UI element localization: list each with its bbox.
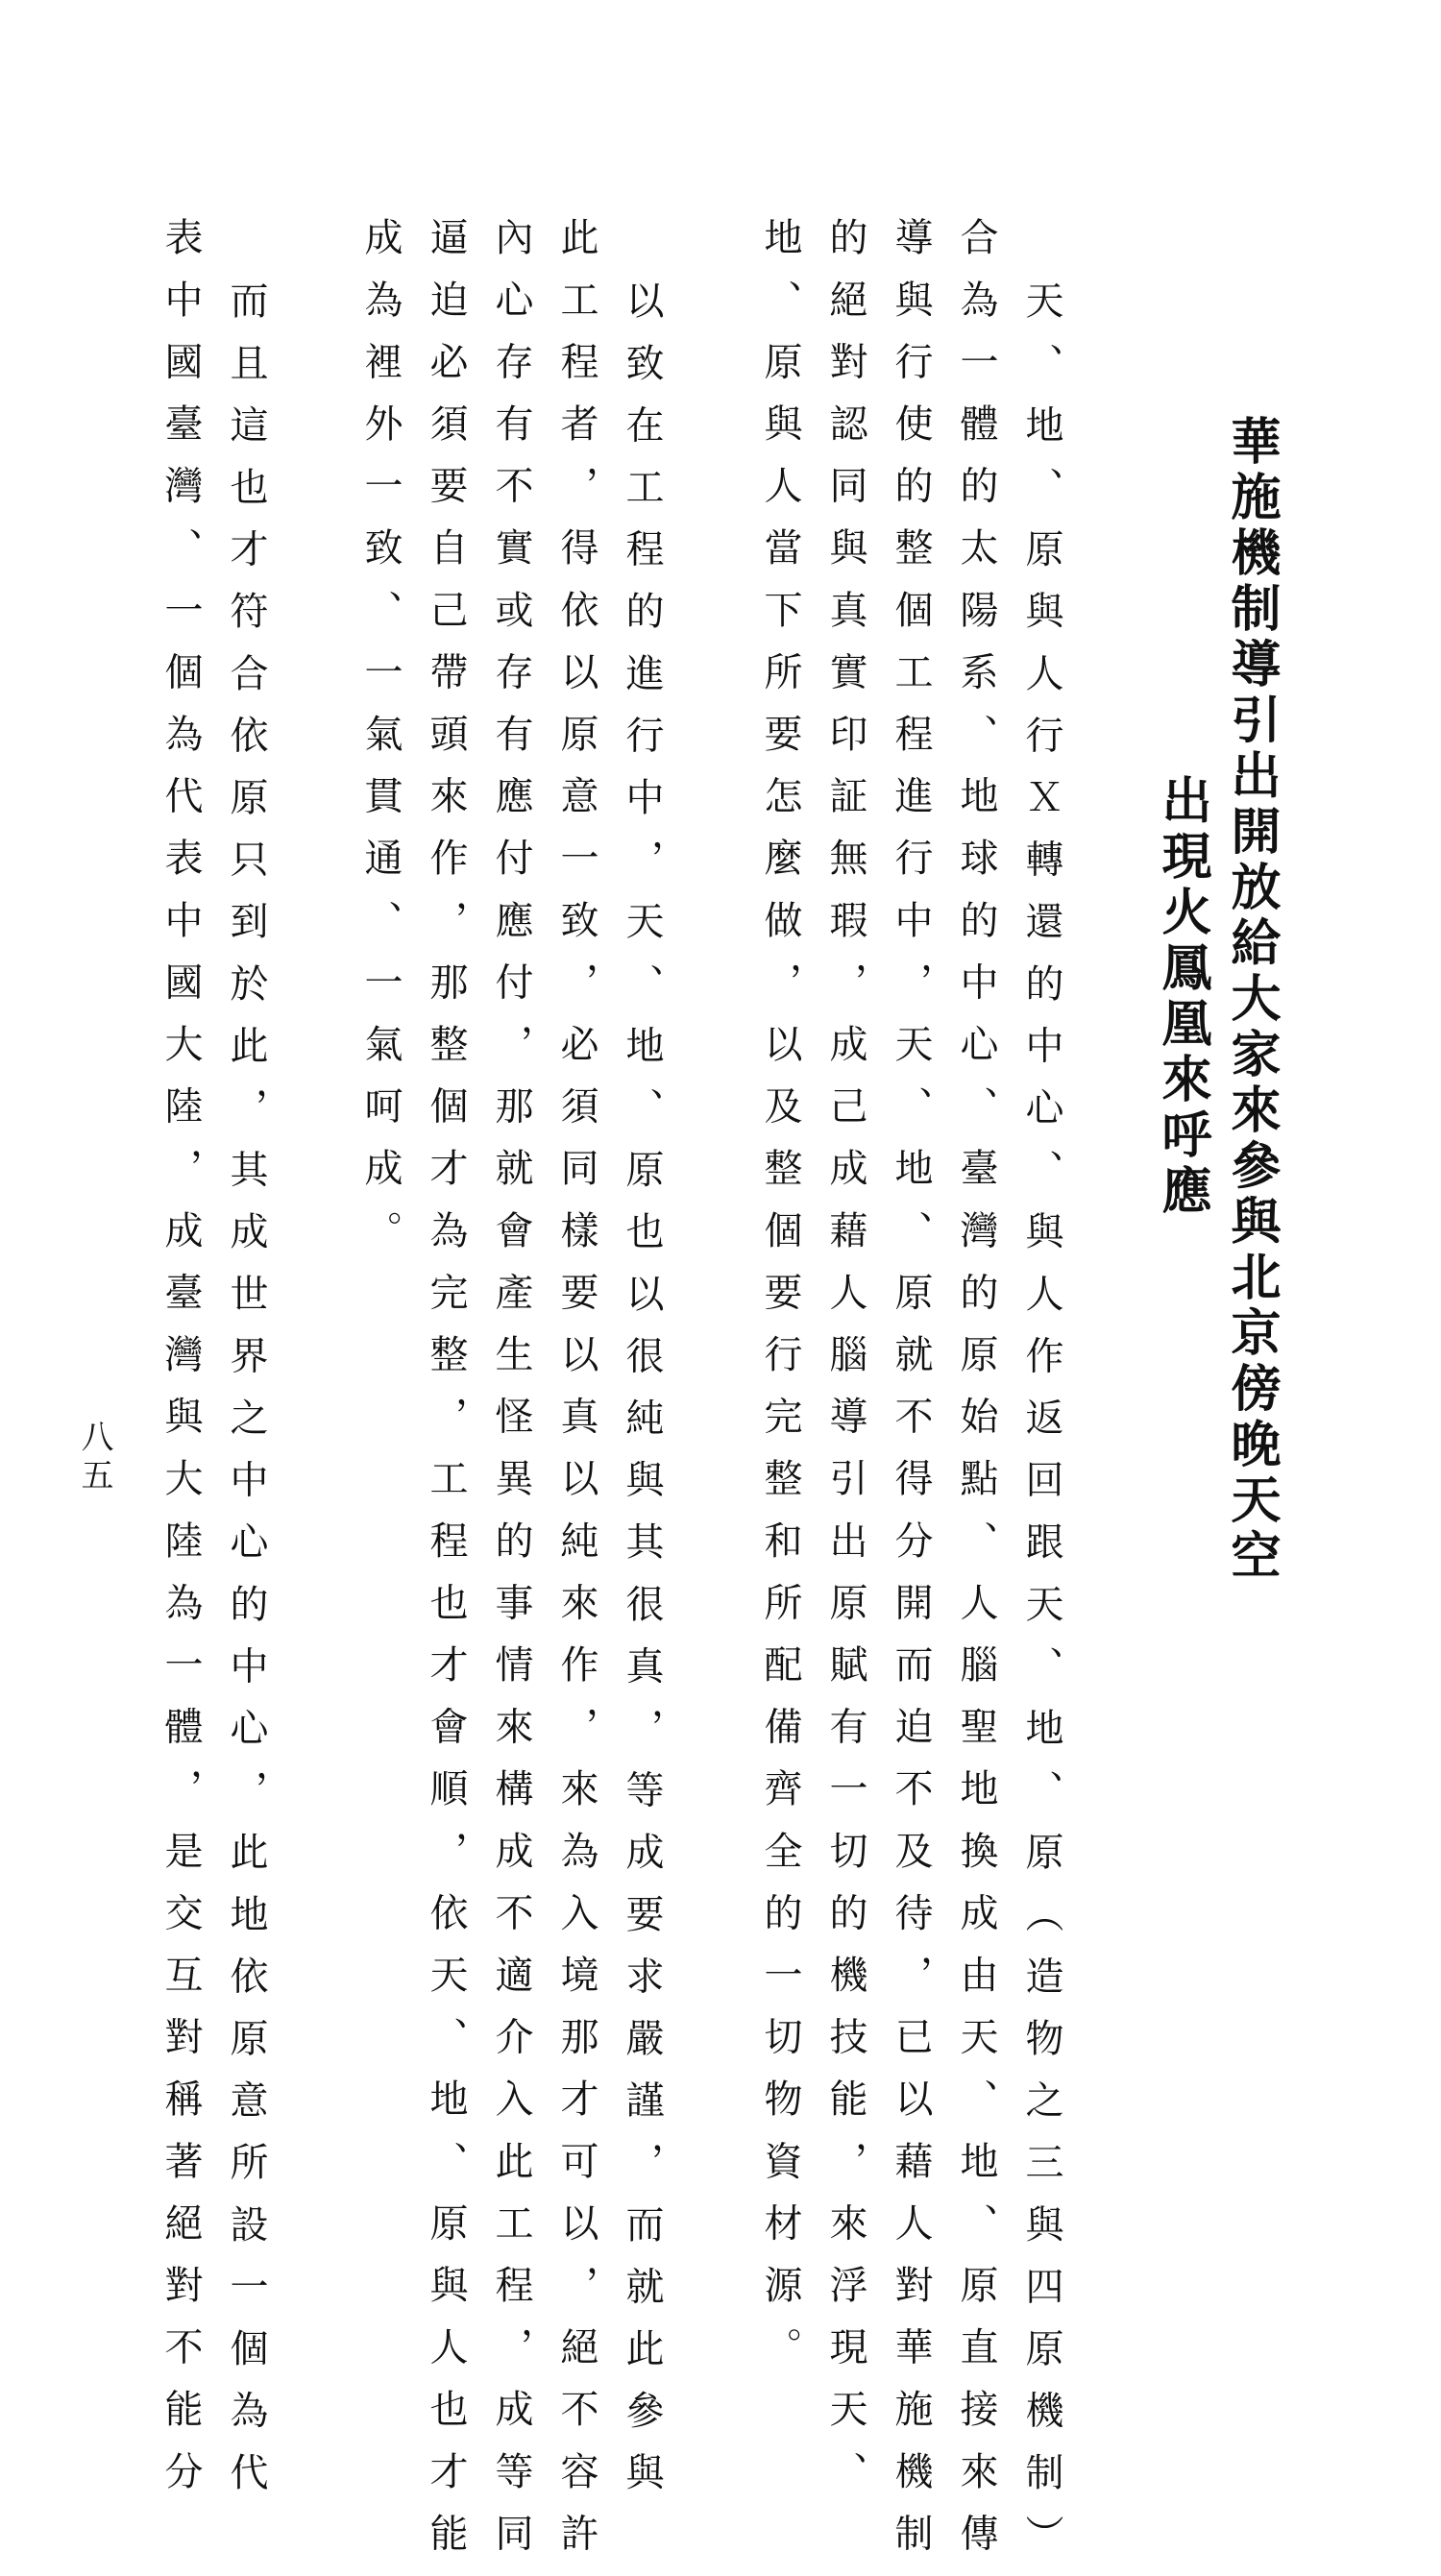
paragraph-1-line-2: 合為一體的太陽系、地球的中心、臺灣的原始點、人腦聖地換成由天、地、原直接來傳: [954, 217, 998, 2575]
paragraph-1-line-1: 天、地、原與人行Ｘ轉還的中心、與人作返回跟天、地、原︵造物之三與四原機制︶: [1019, 280, 1063, 2576]
chapter-title-line-2: 出現火鳳凰來呼應: [1153, 774, 1211, 1220]
paragraph-2-line-4: 逼迫必須要自己帶頭來作，那整個才為完整，工程也才會順，依天、地、原與人也才能: [424, 217, 468, 2575]
paragraph-1-line-4: 的絕對認同與真實印証無瑕，成己成藉人腦導引出原賦有一切的機技能，來浮現天、: [823, 217, 867, 2514]
paragraph-2-line-5: 成為裡外一致、一氣貫通、一氣呵成。: [358, 217, 403, 1273]
paragraph-3-line-1: 而且這也才符合依原只到於此，其成世界之中心的中心，此地依原意所設一個為代: [224, 280, 268, 2515]
paragraph-1-line-3: 導與行使的整個工程進行中，天、地、原就不得分開而迫不及待，已以藉人對華施機制: [889, 217, 933, 2575]
paragraph-2-line-3: 內心存有不實或存有應付應付，那就會產生怪異的事情來構成不適介入此工程，成等同: [489, 217, 533, 2575]
page-number: 八五: [75, 1420, 113, 1496]
paragraph-3-line-2: 表中國臺灣、一個為代表中國大陸，成臺灣與大陸為一體，是交互對稱著絕對不能分: [159, 217, 203, 2514]
paragraph-2-line-1: 以致在工程的進行中，天、地、原也以很純與其很真，等成要求嚴謹，而就此參與: [620, 280, 664, 2515]
paragraph-2-line-2: 此工程者，得依以原意一致，必須同樣要以真以純來作，來為入境那才可以，絕不容許: [554, 217, 598, 2575]
paragraph-1-line-5: 地、原與人當下所要怎麼做，以及整個要行完整和所配備齊全的一切物資材源。: [758, 217, 802, 2389]
chapter-title-line-1: 華施機制導引出開放給大家來參與北京傍晚天空: [1222, 415, 1281, 1585]
